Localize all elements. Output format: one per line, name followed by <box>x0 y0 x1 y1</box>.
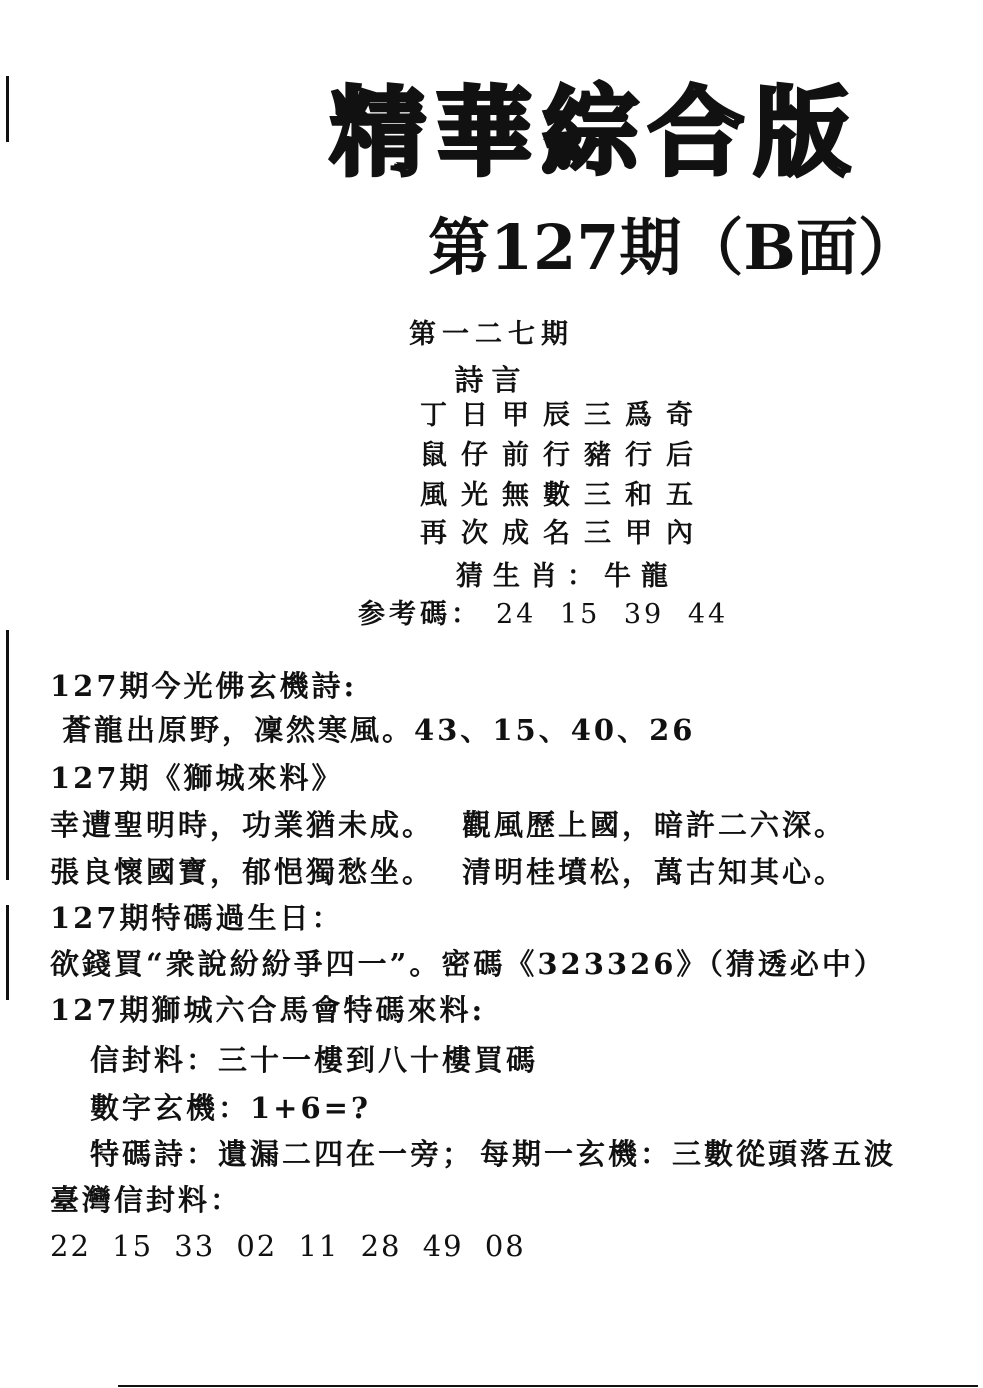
poem-line: 風光無數三和五 <box>420 480 707 511</box>
verse-part: 清明桂墳松，萬古知其心。 <box>462 855 847 889</box>
text-line <box>50 805 846 845</box>
reference-label: 参考碼： <box>358 599 482 630</box>
text-line: 127期特碼過生日： <box>50 901 344 935</box>
poem-line: 丁日甲辰三爲奇 <box>420 400 707 431</box>
scan-edge-mark <box>118 1385 978 1387</box>
number-line: 22 15 33 02 11 28 49 08 <box>50 1229 526 1263</box>
reference-numbers <box>358 592 728 631</box>
issue-number: 第127期（B面） <box>428 211 920 284</box>
zodiac-guess: 猜生肖：牛龍 <box>456 561 678 592</box>
text-line: 127期獅城六合馬會特碼來料: <box>50 993 486 1027</box>
text-line: 蒼龍出原野，凜然寒風。43、15、40、26 <box>62 713 696 747</box>
text-line: 欲錢買“衆說紛紛爭四一”。密碼《323326》（猜透必中） <box>50 947 886 981</box>
poem-line: 再次成名三甲內 <box>420 518 707 549</box>
text-line: 臺灣信封料： <box>50 1183 243 1217</box>
text-line: 127期今光佛玄機詩: <box>50 669 358 703</box>
verse-part: 幸遭聖明時，功業猶未成。 <box>50 808 435 842</box>
verse-part: 每期一玄機：三數從頭落五波 <box>480 1137 897 1171</box>
verse-part: 觀風歷上國，暗許二六深。 <box>462 808 847 842</box>
verse-part: 特碼詩：遺漏二四在一旁； <box>90 1137 475 1171</box>
page-title: 精華綜合版 <box>330 76 860 189</box>
text-line: 信封料：三十一樓到八十樓買碼 <box>90 1043 539 1077</box>
text-line: 數字玄機：1+6=? <box>90 1091 371 1125</box>
text-line <box>90 1134 896 1174</box>
scan-edge-mark <box>6 630 9 880</box>
text-line <box>50 852 846 892</box>
text-line: 127期《獅城來料》 <box>50 761 344 795</box>
scan-edge-mark <box>6 76 9 142</box>
poem-line: 鼠仔前行豬行后 <box>420 440 707 471</box>
reference-values: 24 15 39 44 <box>496 599 729 630</box>
poem-heading: 第一二七期 <box>409 319 574 350</box>
poem-subheading: 詩言 <box>454 363 529 397</box>
verse-part: 張良懷國寶，郁悒獨愁坐。 <box>50 855 435 889</box>
scan-edge-mark <box>6 905 9 1000</box>
